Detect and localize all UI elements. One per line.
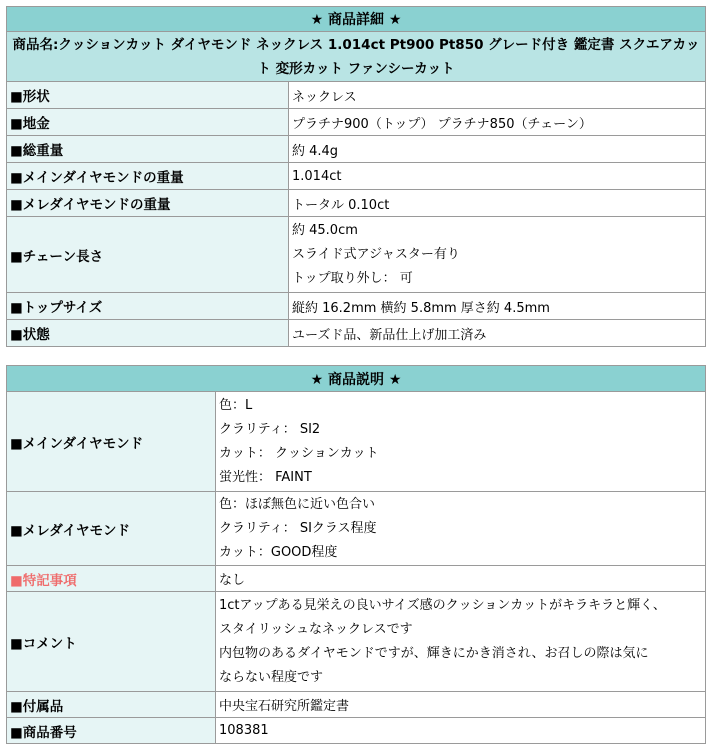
comment-value	[216, 592, 706, 692]
metal-label: ■地金	[7, 109, 289, 136]
product-number-label: ■商品番号	[7, 718, 216, 744]
chain-length-line: 約 45.0cm	[292, 222, 358, 238]
condition-value: ユーズド品、新品仕上げ加工済み	[289, 320, 706, 347]
condition-label: ■状態	[7, 320, 289, 347]
accessories-value: 中央宝石研究所鑑定書	[216, 692, 706, 718]
product-description-table	[6, 365, 706, 744]
melee-diamond-weight-label: ■メレダイヤモンドの重量	[7, 190, 289, 217]
comment-line-1: 1ctアップある見栄えの良いサイズ感のクッションカットがキラキラと輝く、	[219, 597, 666, 613]
comment-line-2: スタイリッシュなネックレスです	[219, 621, 413, 637]
special-notes-label: ■特記事項	[7, 566, 216, 592]
melee-diamond-weight-value: トータル 0.10ct	[289, 190, 706, 217]
accessories-label: ■付属品	[7, 692, 216, 718]
description-header: ★ 商品説明 ★	[7, 366, 706, 392]
main-diamond-weight-label: ■メインダイヤモンドの重量	[7, 163, 289, 190]
details-header: ★ 商品詳細 ★	[7, 7, 706, 32]
melee-diamond-clarity: クラリティ： SIクラス程度	[219, 520, 377, 536]
product-details-table	[6, 6, 706, 347]
comment-line-4: ならない程度です	[219, 669, 324, 685]
shape-value: ネックレス	[289, 82, 706, 109]
melee-diamond-cut: カット：GOOD程度	[219, 544, 338, 560]
chain-detachable-line: トップ取り外し： 可	[292, 270, 413, 286]
shape-label: ■形状	[7, 82, 289, 109]
main-diamond-value	[216, 392, 706, 492]
melee-diamond-label: ■メレダイヤモンド	[7, 492, 216, 566]
main-diamond-fluorescence: 蛍光性： FAINT	[219, 469, 312, 485]
main-diamond-cut: カット： クッションカット	[219, 445, 379, 461]
total-weight-label: ■総重量	[7, 136, 289, 163]
melee-diamond-color: 色：ほぼ無色に近い色合い	[219, 496, 376, 512]
chain-length-value	[289, 217, 706, 293]
top-size-label: ■トップサイズ	[7, 293, 289, 320]
product-title: 商品名:クッションカット ダイヤモンド ネックレス 1.014ct Pt900 Pt850 グレード付き 鑑定書 スクエアカット 変形カット ファンシーカット	[7, 32, 706, 82]
chain-adjuster-line: スライド式アジャスター有り	[292, 246, 460, 262]
top-size-value: 縦約 16.2mm 横約 5.8mm 厚さ約 4.5mm	[289, 293, 706, 320]
main-diamond-color: 色：L	[219, 397, 253, 413]
main-diamond-weight-value: 1.014ct	[289, 163, 706, 190]
melee-diamond-value	[216, 492, 706, 566]
main-diamond-clarity: クラリティ： SI2	[219, 421, 321, 437]
special-notes-value: なし	[216, 566, 706, 592]
metal-value: プラチナ900（トップ） プラチナ850（チェーン）	[289, 109, 706, 136]
total-weight-value: 約 4.4g	[289, 136, 706, 163]
product-number-value: 108381	[216, 718, 706, 744]
comment-line-3: 内包物のあるダイヤモンドですが、輝きにかき消され、お召しの際は気に	[219, 645, 649, 661]
chain-length-label: ■チェーン長さ	[7, 217, 289, 293]
comment-label: ■コメント	[7, 592, 216, 692]
main-diamond-label: ■メインダイヤモンド	[7, 392, 216, 492]
